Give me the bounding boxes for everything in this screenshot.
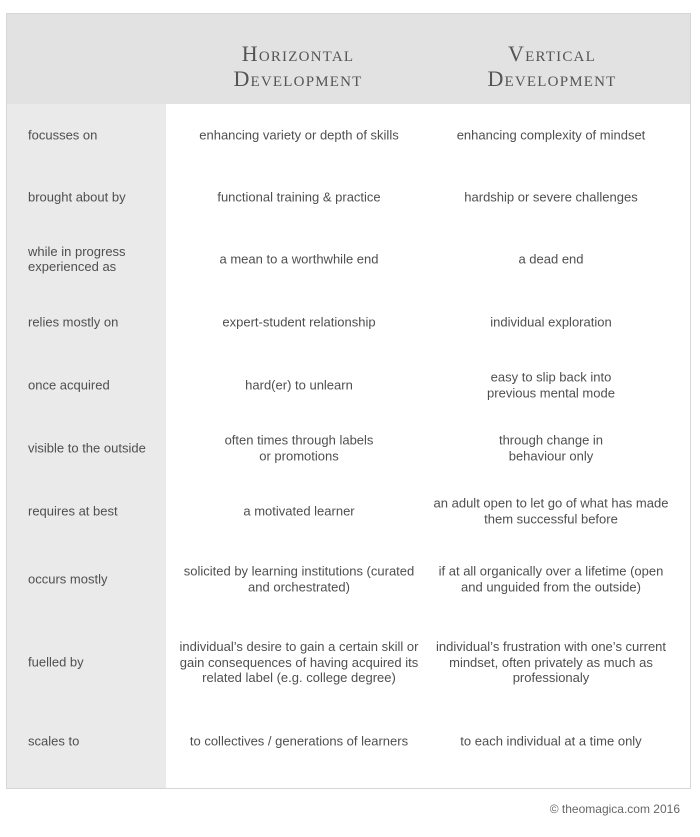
horizontal-cell: solicited by learning institutions (curated and orchestrated) xyxy=(183,563,415,594)
table-row xyxy=(7,104,690,166)
table-row xyxy=(7,228,690,290)
horizontal-cell: hard(er) to unlearn xyxy=(245,377,353,393)
horizontal-cell: individual’s desire to gain a certain skill or gain consequences of having acquired its related label (e.g. college degree) xyxy=(179,638,419,685)
row-label: focusses on xyxy=(28,127,98,143)
row-label: scales to xyxy=(28,733,80,749)
horizontal-cell: a mean to a worthwhile end xyxy=(219,251,379,267)
table-row xyxy=(7,354,690,416)
copyright-footer: © theomagica.com 2016 xyxy=(549,802,680,816)
vertical-development-heading: Vertical Development xyxy=(487,41,617,91)
horizontal-cell: enhancing variety or depth of skills xyxy=(199,127,399,143)
vertical-cell: if at all organically over a lifetime (open and unguided from the outside) xyxy=(438,563,664,594)
horizontal-cell: often times through labels or promotions xyxy=(224,432,374,463)
vertical-cell: to each individual at a time only xyxy=(460,733,642,749)
table-row xyxy=(7,542,690,616)
vertical-cell: an adult open to let go of what has made them successful before xyxy=(433,495,669,526)
horizontal-cell: expert-student relationship xyxy=(222,314,376,330)
table-header xyxy=(7,14,690,104)
table-row xyxy=(7,166,690,228)
vertical-cell: individual exploration xyxy=(490,314,612,330)
row-label: requires at best xyxy=(28,503,118,519)
table-row xyxy=(7,416,690,480)
vertical-cell: enhancing complexity of mindset xyxy=(456,127,646,143)
table-row xyxy=(7,480,690,542)
row-label: relies mostly on xyxy=(28,314,119,330)
horizontal-cell: functional training & practice xyxy=(217,189,381,205)
table-row xyxy=(7,708,690,774)
row-label: once acquired xyxy=(28,377,110,393)
vertical-cell: a dead end xyxy=(518,251,584,267)
vertical-cell: individual’s frustration with one’s current mindset, often privately as much as professionaly xyxy=(435,638,667,685)
row-label: fuelled by xyxy=(28,654,84,670)
vertical-cell: through change in behaviour only xyxy=(498,432,604,463)
table-row xyxy=(7,290,690,354)
row-label: brought about by xyxy=(28,189,126,205)
row-label: while in progress experienced as xyxy=(28,244,126,274)
row-label: occurs mostly xyxy=(28,571,108,587)
table-row xyxy=(7,616,690,708)
vertical-cell: easy to slip back into previous mental mode xyxy=(487,369,615,400)
comparison-table xyxy=(6,13,691,789)
horizontal-development-heading: Horizontal Development xyxy=(233,41,363,91)
horizontal-cell: to collectives / generations of learners xyxy=(189,733,409,749)
row-label: visible to the outside xyxy=(28,440,146,456)
vertical-cell: hardship or severe challenges xyxy=(464,189,638,205)
horizontal-cell: a motivated learner xyxy=(243,503,355,519)
